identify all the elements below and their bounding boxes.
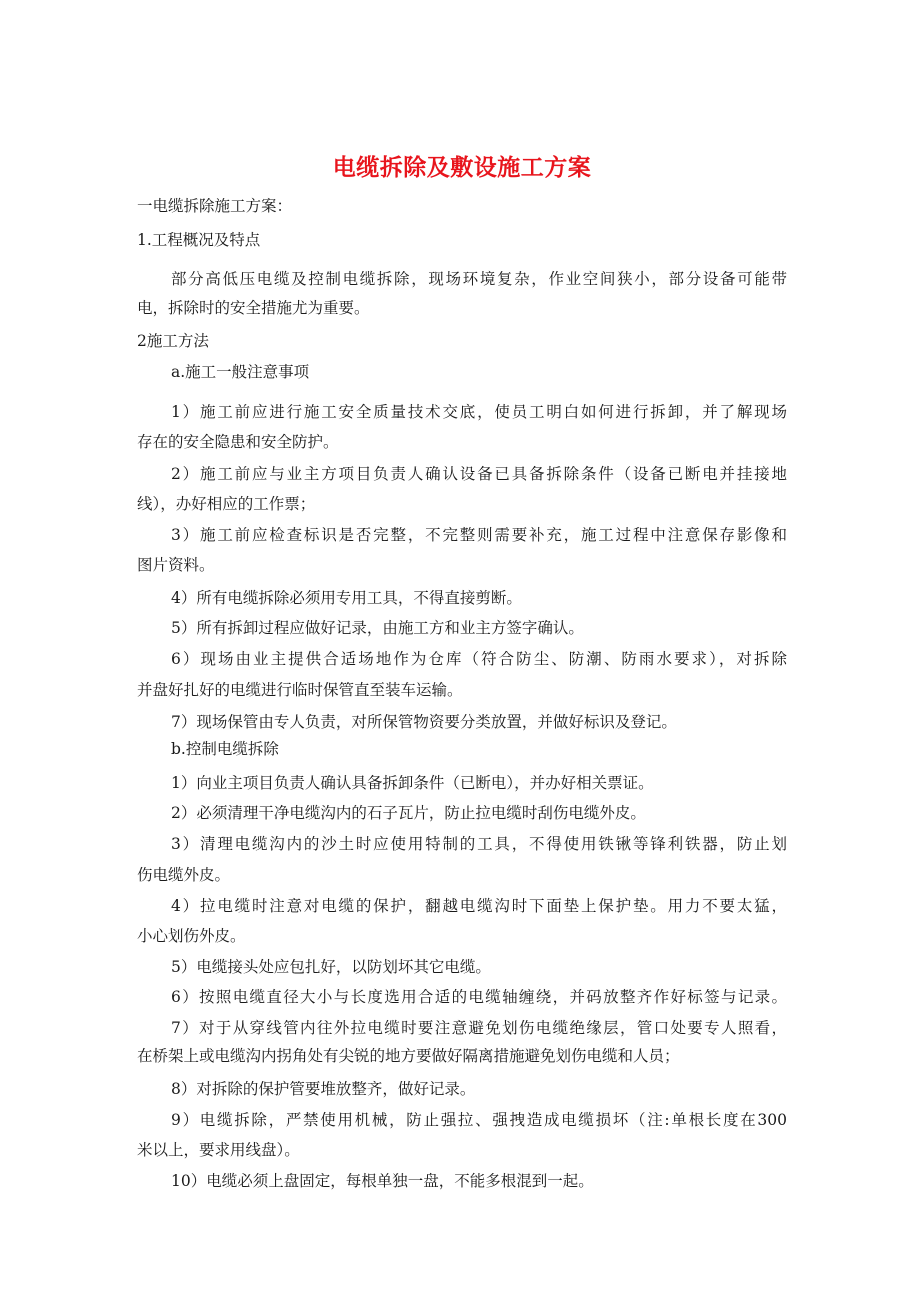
text-line: 图片资料。 — [137, 556, 215, 574]
text-line: 3）施工前应检查标识是否完整，不完整则需要补充，施工过程中注意保存影像和 — [171, 526, 787, 544]
text-line: 小心划伤外皮。 — [137, 927, 246, 945]
text-line: 4）拉电缆时注意对电缆的保护，翻越电缆沟时下面垫上保护垫。用力不要太猛， — [171, 897, 787, 915]
text-line: 4）所有电缆拆除必须用专用工具，不得直接剪断。 — [171, 589, 522, 607]
text-line: 部分高低压电缆及控制电缆拆除，现场环境复杂，作业空间狭小，部分设备可能带 — [171, 270, 787, 288]
text-line: 在桥架上或电缆沟内拐角处有尖锐的地方要做好隔离措施避免划伤电缆和人员； — [137, 1047, 680, 1065]
text-line: 3）清理电缆沟内的沙土时应使用特制的工具，不得使用铁锹等锋利铁器，防止划 — [171, 835, 787, 853]
text-line: a.施工一般注意事项 — [171, 363, 310, 381]
text-line: 存在的安全隐患和安全防护。 — [137, 433, 339, 451]
text-line: 7）现场保管由专人负责，对所保管物资要分类放置，并做好标识及登记。 — [171, 713, 677, 731]
text-line: 1）施工前应进行施工安全质量技术交底，使员工明白如何进行拆卸，并了解现场 — [171, 403, 787, 421]
text-line: 8）对拆除的保护管要堆放整齐，做好记录。 — [171, 1080, 476, 1098]
text-line: 1.工程概况及特点 — [137, 231, 261, 249]
text-line: 5）电缆接头处应包扎好，以防划坏其它电缆。 — [171, 958, 491, 976]
text-line: 2）必须清理干净电缆沟内的石子瓦片，防止拉电缆时刮伤电缆外皮。 — [171, 804, 646, 822]
text-line: 10）电缆必须上盘固定，每根单独一盘，不能多根混到一起。 — [171, 1172, 594, 1190]
text-line: 1）向业主项目负责人确认具备拆卸条件（已断电），并办好相关票证。 — [171, 774, 654, 792]
text-line: b.控制电缆拆除 — [171, 740, 279, 758]
text-line: 6）现场由业主提供合适场地作为仓库（符合防尘、防潮、防雨水要求），对拆除 — [171, 650, 787, 668]
text-line: 9）电缆拆除，严禁使用机械，防止强拉、强拽造成电缆损坏（注:单根长度在300 — [171, 1111, 787, 1129]
text-line: 2施工方法 — [137, 332, 209, 350]
text-line: 7）对于从穿线管内往外拉电缆时要注意避免划伤电缆绝缘层，管口处要专人照看， — [171, 1019, 787, 1037]
text-line: 5）所有拆卸过程应做好记录，由施工方和业主方签字确认。 — [171, 619, 584, 637]
text-line: 并盘好扎好的电缆进行临时保管直至装车运输。 — [137, 681, 463, 699]
text-line: 电，拆除时的安全措施尤为重要。 — [137, 299, 370, 317]
text-line: 2）施工前应与业主方项目负责人确认设备已具备拆除条件（设备已断电并挂接地 — [171, 465, 787, 483]
document-title: 电缆拆除及敷设施工方案 — [332, 155, 592, 181]
text-line: 6）按照电缆直径大小与长度选用合适的电缆轴缠绕，并码放整齐作好标签与记录。 — [171, 988, 787, 1006]
text-line: 米以上，要求用线盘）。 — [137, 1141, 300, 1159]
text-line: 线），办好相应的工作票； — [137, 495, 316, 513]
text-line: 一电缆拆除施工方案： — [137, 197, 293, 215]
text-line: 伤电缆外皮。 — [137, 866, 231, 884]
